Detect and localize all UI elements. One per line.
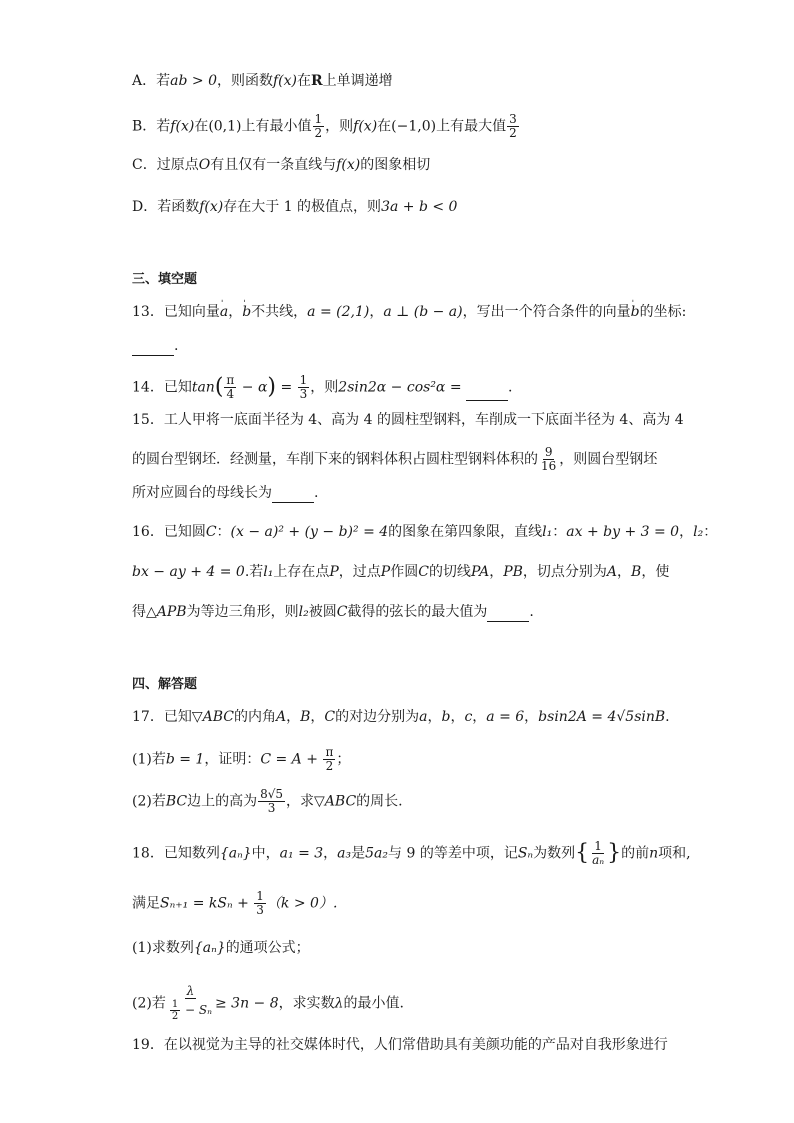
- option-c: C．过原点O有且仅有一条直线与f(x)的图象相切: [132, 157, 431, 173]
- question-18-condition: 满足Sₙ₊₁ = kSₙ + $\frac{1}{3}$ （k > 0）.: [132, 889, 338, 917]
- question-16-line1: 16．已知圆C：(x − a)² + (y − b)² = 4的图象在第四象限，直线l₁：ax + by + 3 = 0，l₂：: [132, 524, 718, 540]
- fraction: $\frac{8√5}{3}$: [260, 787, 284, 815]
- fraction: $\frac{1}{3}$: [256, 889, 264, 917]
- fraction: λ $\frac{1}{2}$ − Sₙ: [171, 984, 212, 1022]
- question-15-line3: 所对应圆台的母线长为 .: [132, 485, 319, 501]
- fraction: $\frac{\pi}{4}$: [226, 373, 235, 401]
- question-17-part1: (1)若b = 1，证明：C = A + $\frac{\pi}{2}$ ；: [132, 745, 351, 773]
- fraction: $\frac{3}{2}$: [509, 112, 517, 140]
- fraction: $\frac{1}{3}$: [299, 373, 308, 401]
- question-15-line2: 的圆台型钢坯．经测量，车削下来的钢料体积占圆柱型钢料体积的 $\frac{9}{16}$ ，则圆台型钢坯: [132, 445, 658, 473]
- question-15-line1: 15．工人甲将一底面半径为 4、高为 4 的圆柱型钢料，车削成一下底面半径为 4、高为 4: [132, 412, 684, 428]
- question-18-part1: (1)求数列{aₙ}的通项公式；: [132, 940, 310, 956]
- fraction: $\frac{\pi}{2}$: [325, 745, 334, 773]
- fraction: $\frac{1}{\text{aₙ}}$: [592, 839, 605, 867]
- question-18: 18．已知数列{aₙ}中，a₁ = 3，a₃是5a₂与 9 的等差中项，记Sₙ为数列{ $\frac{1}{\text{aₙ}}$ }的前n项和,: [132, 839, 691, 867]
- question-17: 17．已知▽ABC的内角A，B，C的对边分别为a，b，c，a = 6，bsin2A = 4√5sinB.: [132, 709, 670, 725]
- answer-blank-13[interactable]: .: [132, 336, 178, 356]
- question-16-line3: 得△APB为等边三角形，则l₂被圆C截得的弦长的最大值为 .: [132, 604, 534, 620]
- question-13: 13．已知向量ˈ a，ˈ b不共线，a = (2,1)，a ⊥ (b − a)，写出一个符合条件的向量ˈ b的坐标:: [132, 302, 686, 322]
- question-18-part2: (2)若 λ $\frac{1}{2}$ − Sₙ ≥ 3n − 8，求实数λ的最小值.: [132, 984, 404, 1022]
- option-b: B．若f(x)在(0,1)上有最小值 $\frac{1}{2}$ ，则f(x)在(−1,0)上有最大值 $\frac{3}{2}$: [132, 112, 517, 140]
- option-a: A．若ab > 0，则函数f(x)在R上单调递增: [132, 73, 393, 89]
- section-title-fill-in: 三、填空题: [132, 272, 198, 287]
- option-d: D．若函数f(x)存在大于 1 的极值点，则3a + b < 0: [132, 199, 458, 215]
- answer-blank-14[interactable]: [466, 386, 508, 401]
- section-title-solutions: 四、解答题: [132, 677, 198, 692]
- question-17-part2: (2)若BC边上的高为 $\frac{8√5}{3}$ ，求▽ABC的周长.: [132, 787, 403, 815]
- question-19: 19．在以视觉为主导的社交媒体时代，人们常借助具有美颜功能的产品对自我形象进行: [132, 1037, 668, 1053]
- answer-blank-16[interactable]: [487, 607, 529, 622]
- question-14: 14．已知tan( $\frac{\pi}{4}$ − α) = $\frac{1}{3}$ ，则2sin2α − cos²α = .: [132, 373, 513, 401]
- fraction: $\frac{9}{16}$: [541, 445, 557, 473]
- answer-blank-15[interactable]: [272, 488, 314, 503]
- fraction: $\frac{1}{2}$: [314, 112, 323, 140]
- question-16-line2: bx − ay + 4 = 0.若l₁上存在点P，过点P作圆C的切线PA，PB，切点分别为A，B，使: [132, 564, 670, 580]
